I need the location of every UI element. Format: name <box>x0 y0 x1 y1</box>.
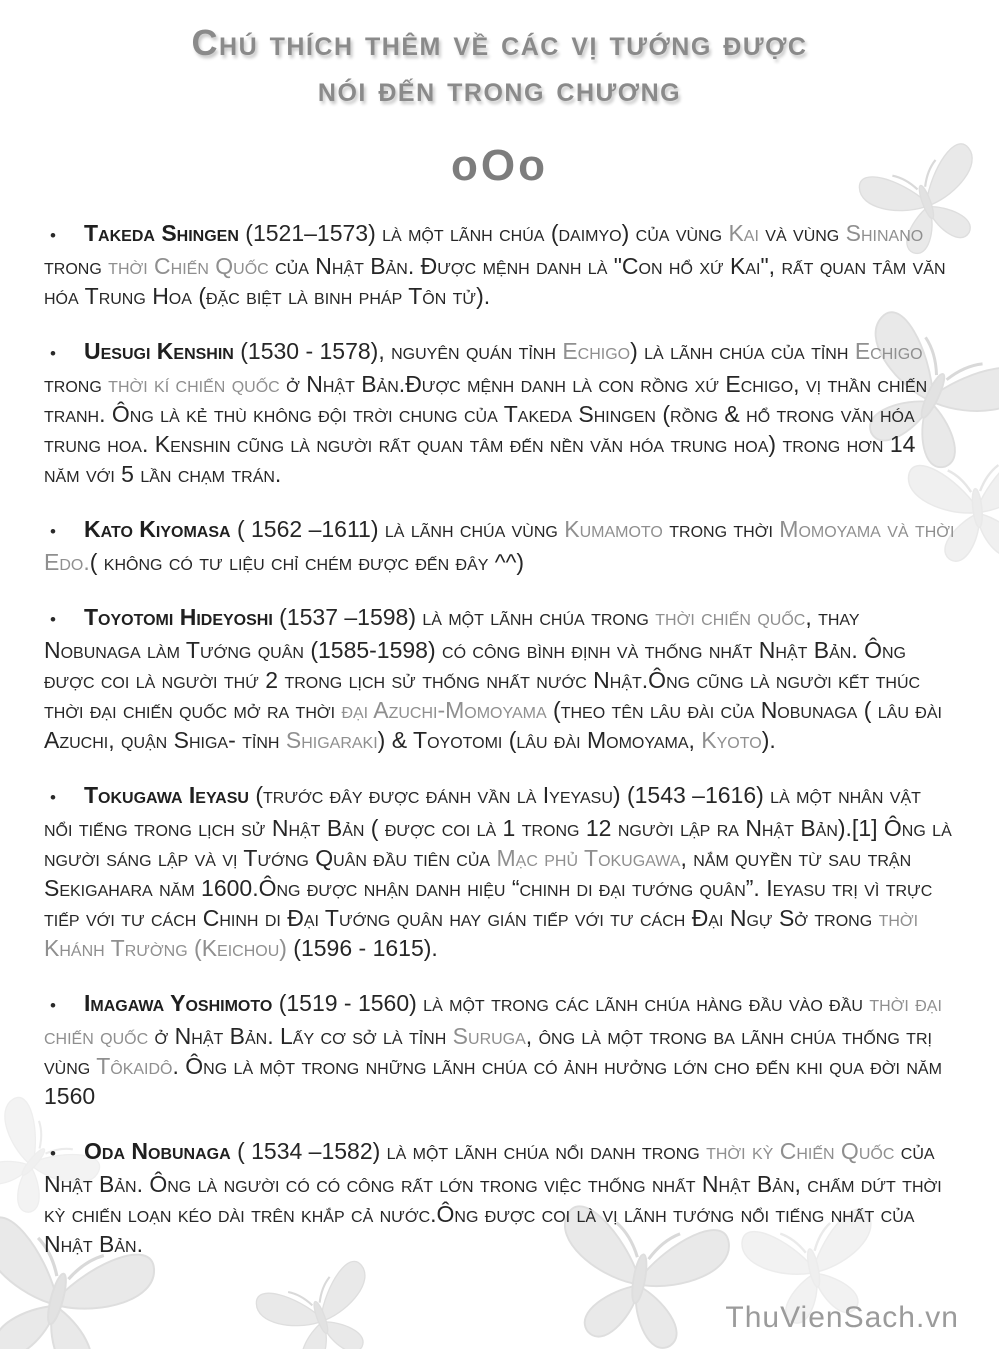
entry-text-segment: (1521–1573) là một lãnh chúa (daimyo) của vùng <box>245 220 729 246</box>
entry-text-segment: trong thời <box>662 516 780 542</box>
entry-text-segment: , ông là một trong ba lãnh chúa thống trị vùng <box>44 1023 932 1079</box>
bullet-icon: • <box>50 522 56 541</box>
bullet-icon: • <box>50 788 56 807</box>
bullet-icon: • <box>50 996 56 1015</box>
entry-content <box>44 604 942 753</box>
entry-uesugi-kenshin <box>44 336 955 489</box>
entry-text-segment: Echigo <box>854 338 923 364</box>
entry-text-segment: Kumamoto <box>564 516 663 542</box>
entry-text-segment: (1530 - 1578), nguyên quán tỉnh <box>240 338 563 364</box>
entry-text-segment: ở Nhật Bản. Lấy cơ sở là tỉnh <box>148 1023 453 1049</box>
entry-text-segment: Shigaraki <box>285 727 378 753</box>
page-title <box>44 20 955 112</box>
entry-content <box>44 1138 942 1257</box>
entry-text-segment: thời Khánh Trường (Keichou) <box>44 905 919 961</box>
entry-text-segment: trong <box>44 253 109 279</box>
entry-content <box>44 338 927 487</box>
entry-text-segment: Kyoto <box>701 727 762 753</box>
bullet-icon: • <box>50 610 56 629</box>
entry-text-segment: của Nhật Bản. Ông là người có có công rất lớn trong việc thống nhất Nhật Bản, chấm dứt thời kỳ chiến loạn kéo dài trên khắp cả nước.Ông được coi là vị lãnh tướng nổi tiếng nhất của Nhật Bản. <box>44 1138 942 1257</box>
entry-text-segment: Kai <box>728 220 759 246</box>
watermark: ThuVienSach.vn <box>725 1301 959 1334</box>
entry-text-segment: và vùng <box>758 220 846 246</box>
entry-name: Takeda Shingen <box>84 220 246 246</box>
entry-content <box>44 516 954 575</box>
entry-name: Oda Nobunaga <box>84 1138 238 1164</box>
entry-content <box>44 782 952 961</box>
entry-text-segment: thời kí chiến quốc <box>108 371 280 397</box>
entry-text-segment: ) & Toyotomi (lâu đài Momoyama, <box>377 727 702 753</box>
entry-text-segment: (1537 –1598) là một lãnh chúa trong <box>279 604 656 630</box>
entry-toyotomi-hideyoshi <box>44 602 955 755</box>
bullet-icon: • <box>50 344 56 363</box>
entry-name: Imagawa Yoshimoto <box>84 990 279 1016</box>
entry-text-segment: trong <box>44 371 109 397</box>
entry-text-segment: ( không có tư liệu chỉ chém được đến đây ^^) <box>89 549 525 575</box>
entry-imagawa-yoshimoto <box>44 988 955 1111</box>
entry-text-segment: Echigo <box>562 338 631 364</box>
entry-name: Tokugawa Ieyasu <box>84 782 256 808</box>
entry-text-segment: Momoyama và thời Edo. <box>44 516 955 575</box>
entry-name: Kato Kiyomasa <box>84 516 237 542</box>
entry-text-segment: thời Chiến Quốc <box>108 253 269 279</box>
entry-text-segment: (trước đây được đánh vần là Iyeyasu) (1543 –1616) là một nhân vật nổi tiếng trong lịch sử Nhật Bản ( được coi là 1 trong 12 người lập ra Nhật Bản).[1] Ông là người sáng lập và vị Tướng Quân đầu tiên của <box>44 782 952 871</box>
entry-text-segment: , nắm quyền từ sau trận Sekigahara năm 1600.Ông được nhận danh hiệu “chinh di đại tướng quân”. Ieyasu trị vì trực tiếp với tư cách Chinh di Đại Tướng quân hay gián tiếp với tư cách Đại Ngự Sở trong <box>44 845 933 931</box>
entry-text-segment: thời kỳ Chiến Quốc <box>706 1138 895 1164</box>
entry-text-segment: . Ông là một trong những lãnh chúa có ảnh hưởng lớn cho đến khi qua đời năm 1560 <box>44 1053 942 1109</box>
entry-text-segment: ( 1562 –1611) là lãnh chúa vùng <box>236 516 565 542</box>
bullet-icon: • <box>50 1144 56 1163</box>
entry-takeda-shingen <box>44 218 955 311</box>
entry-text-segment: thời chiến quốc <box>655 604 806 630</box>
entry-text-segment: (1596 - 1615). <box>286 935 438 961</box>
ooo-divider: oOo <box>451 141 548 190</box>
entry-tokugawa-ieyasu <box>44 780 955 963</box>
entry-text-segment: của Nhật Bản. Được mệnh danh là "Con hổ xứ Kai", rất quan tâm văn hóa Trung Hoa (đặc biệt là binh pháp Tôn tử). <box>44 253 946 309</box>
entry-text-segment: Suruga <box>452 1023 526 1049</box>
entry-text-segment: ở Nhật Bản.Được mệnh danh là con rồng xứ Echigo, vị thần chiến tranh. Ông là kẻ thù không đội trời chung của Takeda Shingen (rồng & hổ trong văn hóa trung hoa. Kenshin cũng là người rất quan tâm đến nền văn hóa trung hoa) trong hơn 14 năm với 5 lần chạm trán. <box>44 371 928 487</box>
entry-text-segment: thời đại chiến quốc <box>44 990 942 1049</box>
entry-oda-nobunaga <box>44 1136 955 1259</box>
entry-text-segment: , thay Nobunaga làm Tướng quân (1585-1598) có công bình định và thống nhất Nhật Bản. Ông được coi là người thứ 2 trong lịch sử thống nhất nước Nhật.Ông cũng là người kết thúc thời đại chiến quốc mở ra thời <box>44 604 921 723</box>
entry-text-segment: ) là lãnh chúa của tỉnh <box>630 338 855 364</box>
entry-text-segment: ( 1534 –1582) là một lãnh chúa nổi danh trong <box>237 1138 707 1164</box>
entry-text-segment: ). <box>761 727 776 753</box>
bullet-icon: • <box>50 226 56 245</box>
page-title-line1: Chú thích thêm về các vị tướng được <box>191 22 808 63</box>
entry-text-segment: Tôkaidô <box>96 1053 173 1079</box>
entry-text-segment: đại Azuchi-Momoyama <box>341 697 547 723</box>
entry-text-segment: Mạc phủ Tokugawa <box>496 845 681 871</box>
page-title-line2: nói đến trong chương <box>317 68 682 109</box>
entry-text-segment: (theo tên lâu đài của Nobunaga ( lâu đài Azuchi, quận Shiga- tỉnh <box>44 697 942 753</box>
entry-content <box>44 220 946 309</box>
entry-content <box>44 990 942 1109</box>
entry-kato-kiyomasa <box>44 514 955 577</box>
glossary-entries <box>44 218 955 1259</box>
entry-name: Uesugi Kenshin <box>84 338 241 364</box>
entry-name: Toyotomi Hideyoshi <box>84 604 280 630</box>
entry-text-segment: (1519 - 1560) là một trong các lãnh chúa hàng đầu vào đầu <box>278 990 870 1016</box>
entry-text-segment: Shinano <box>845 220 924 246</box>
